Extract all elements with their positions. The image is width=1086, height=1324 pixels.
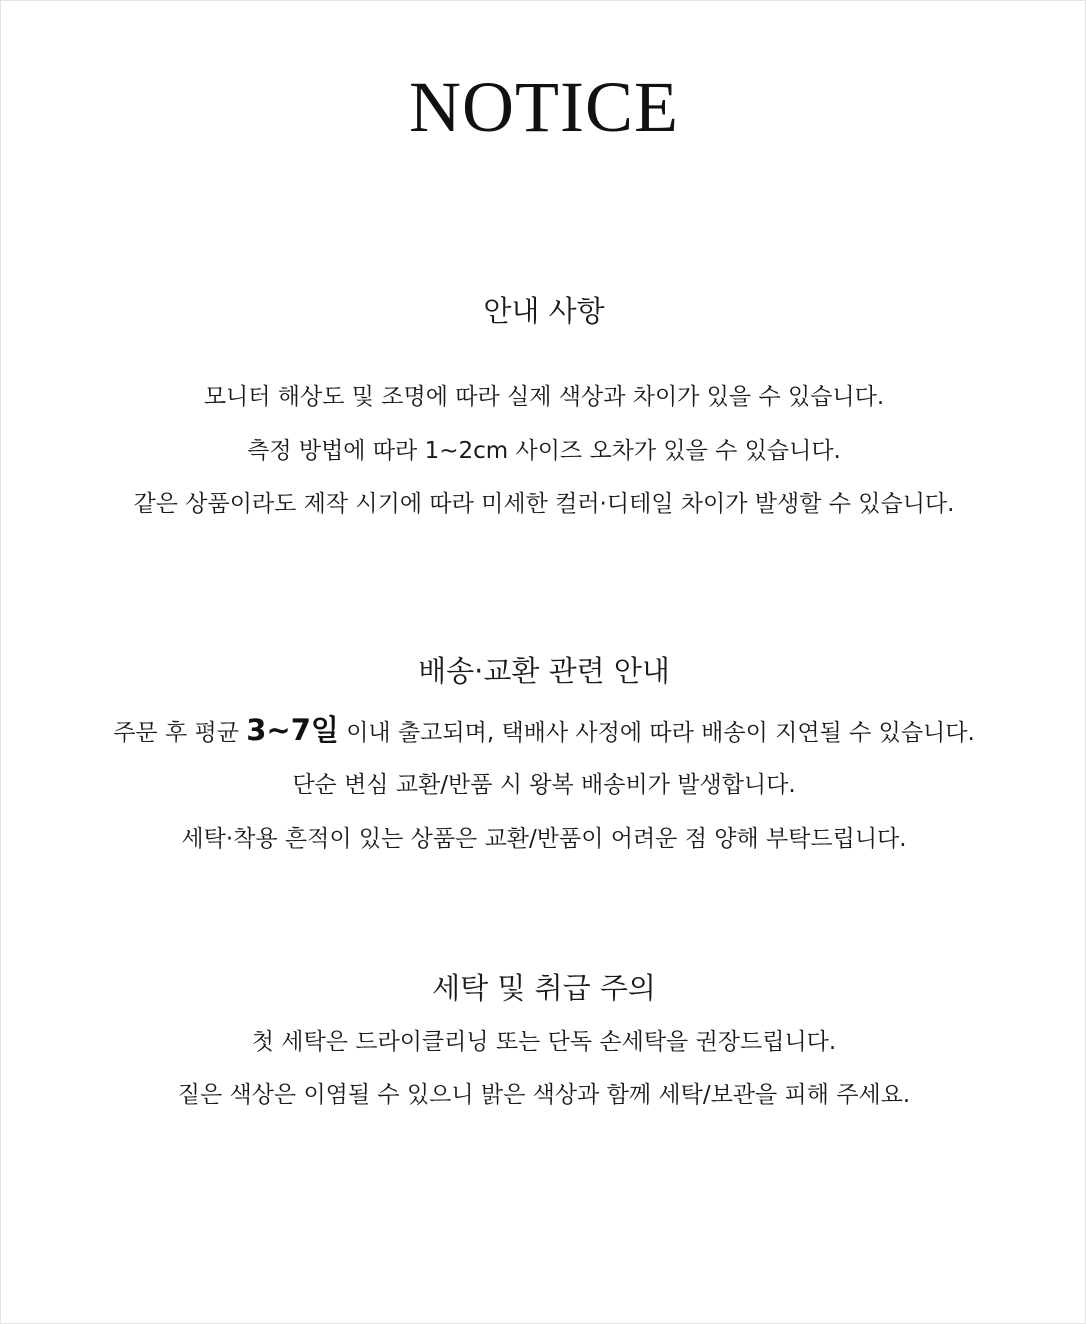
info-line-size: 측정 방법에 따라 1~2cm 사이즈 오차가 있을 수 있습니다. — [247, 438, 841, 464]
care-line-dye-transfer: 짙은 색상은 이염될 수 있으니 밝은 색상과 함께 세탁/보관을 피해 주세요. — [177, 1082, 911, 1108]
shipping-line-worn-items: 세탁·착용 흔적이 있는 상품은 교환/반품이 어려운 점 양해 부탁드립니다. — [181, 826, 907, 852]
section-heading-shipping: 배송·교환 관련 안내 — [418, 654, 670, 688]
notice-title: NOTICE — [409, 67, 679, 147]
shipping-line-suffix: 이내 출고되며, 택배사 사정에 따라 배송이 지연될 수 있습니다. — [338, 720, 975, 746]
shipping-line-return-fee: 단순 변심 교환/반품 시 왕복 배송비가 발생합니다. — [292, 772, 796, 798]
info-line-color: 모니터 해상도 및 조명에 따라 실제 색상과 차이가 있을 수 있습니다. — [203, 384, 885, 410]
shipping-days-highlight: 3~7일 — [246, 713, 339, 747]
shipping-line-prefix: 주문 후 평균 — [113, 720, 247, 746]
care-line-first-wash: 첫 세탁은 드라이클리닝 또는 단독 손세탁을 권장드립니다. — [251, 1029, 837, 1055]
section-heading-care: 세탁 및 취급 주의 — [432, 971, 656, 1005]
info-line-detail: 같은 상품이라도 제작 시기에 따라 미세한 컬러·디테일 차이가 발생할 수 있습니다. — [133, 491, 955, 517]
section-heading-info: 안내 사항 — [483, 294, 605, 328]
shipping-line-dispatch — [1, 713, 1086, 750]
